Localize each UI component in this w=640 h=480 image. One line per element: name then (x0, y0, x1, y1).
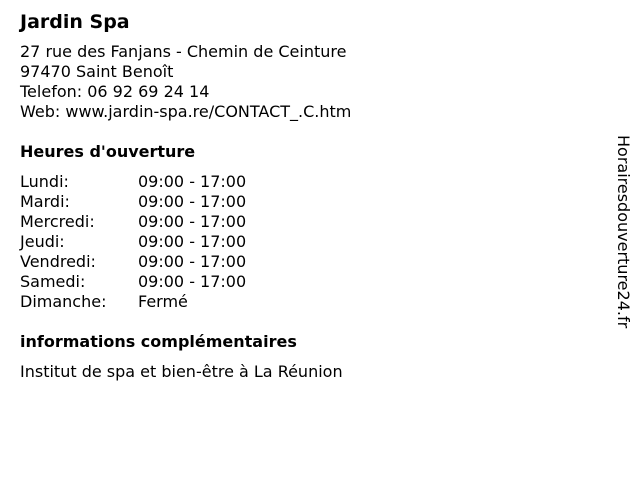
opening-hours-heading: Heures d'ouverture (20, 142, 196, 161)
hours-day: Samedi: (20, 272, 86, 291)
hours-day: Mercredi: (20, 212, 95, 231)
hours-day: Jeudi: (20, 232, 65, 251)
hours-row-monday (20, 172, 600, 192)
hours-day: Mardi: (20, 192, 70, 211)
website-line[interactable]: Web: www.jardin-spa.re/CONTACT_.C.htm (20, 102, 352, 121)
additional-info-heading: informations complémentaires (20, 332, 297, 351)
hours-time: 09:00 - 17:00 (138, 172, 247, 191)
hours-day: Vendredi: (20, 252, 96, 271)
address-street: 27 rue des Fanjans - Chemin de Ceinture (20, 42, 347, 61)
hours-row-wednesday (20, 212, 600, 232)
address-city: 97470 Saint Benoît (20, 62, 174, 81)
hours-day: Lundi: (20, 172, 69, 191)
business-card (20, 10, 600, 382)
hours-time: 09:00 - 17:00 (138, 272, 247, 291)
hours-time: 09:00 - 17:00 (138, 232, 247, 251)
hours-row-saturday (20, 272, 600, 292)
hours-row-thursday (20, 232, 600, 252)
phone-line: Telefon: 06 92 69 24 14 (20, 82, 210, 101)
additional-info-text: Institut de spa et bien-être à La Réunion (20, 362, 343, 381)
opening-hours-table (20, 172, 600, 312)
hours-day: Dimanche: (20, 292, 107, 311)
hours-time: Fermé (138, 292, 188, 311)
site-watermark: Horairesdouverture24.fr (614, 135, 633, 329)
hours-time: 09:00 - 17:00 (138, 212, 247, 231)
business-name: Jardin Spa (20, 11, 130, 33)
hours-row-tuesday (20, 192, 600, 212)
hours-row-sunday (20, 292, 600, 312)
hours-time: 09:00 - 17:00 (138, 192, 247, 211)
hours-time: 09:00 - 17:00 (138, 252, 247, 271)
hours-row-friday (20, 252, 600, 272)
